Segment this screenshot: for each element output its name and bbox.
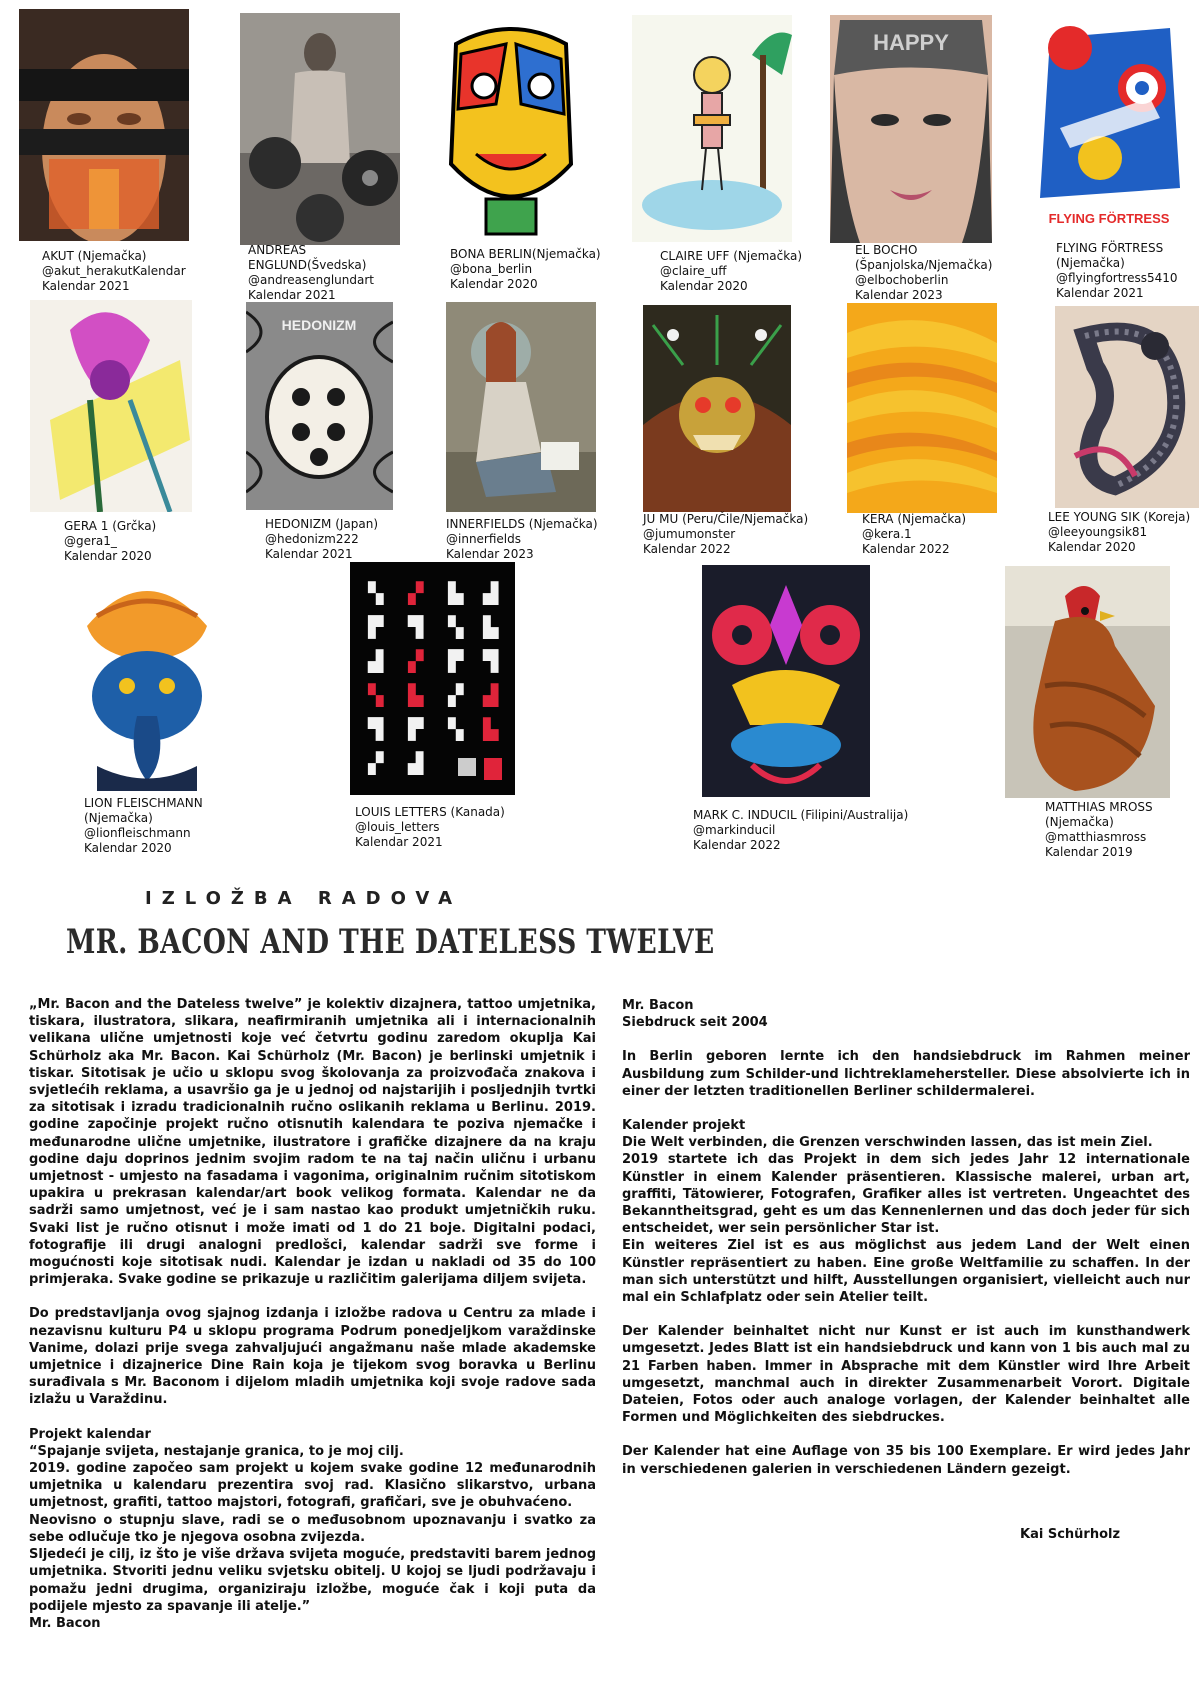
artist-name: JU MU (Peru/Čile/Njemačka) (643, 512, 809, 526)
artist-country: (Njemačka) (1056, 256, 1125, 270)
svg-text:▙: ▙ (483, 717, 499, 741)
project-quote: “Spajanje svijeta, nestajanje granica, to je moj cilj. (29, 1443, 404, 1459)
exhibition-heading: IZLOŽBA RADOVA (145, 888, 463, 909)
svg-text:▞: ▞ (368, 751, 384, 775)
lion-fleischmann-artwork (67, 566, 227, 791)
caption-matthias-mross (1045, 800, 1153, 860)
artist-year: Kalendar 2020 (1048, 540, 1136, 554)
artist-name: KERA (Njemačka) (862, 512, 967, 526)
artist-handle: @kera.1 (862, 527, 912, 541)
artist-name: HEDONIZM (Japan) (265, 517, 379, 531)
bona-berlin-artwork (436, 14, 586, 242)
andreas-englund-artwork (240, 13, 400, 245)
flying-fortress-artwork (1030, 8, 1188, 236)
caption-louis-letters (355, 805, 505, 850)
svg-text:▟: ▟ (408, 751, 424, 775)
calendar-project-line: Die Welt verbinden, die Grenzen verschwinden lassen, das ist mein Ziel. (622, 1135, 1153, 1151)
artist-name: BONA BERLIN(Njemačka) (450, 247, 601, 261)
ju-mu-artwork (643, 305, 791, 512)
artist-year: Kalendar 2022 (643, 542, 731, 556)
caption-gera1 (64, 519, 156, 564)
svg-text:▟: ▟ (483, 581, 499, 605)
artist-handle: @andreasenglundart (248, 273, 374, 287)
artist-year: Kalendar 2020 (660, 279, 748, 293)
artist-year: Kalendar 2023 (446, 547, 534, 561)
project-paragraph (29, 1426, 596, 1632)
artist-name: MARK C. INDUCIL (Filipini/Australija) (693, 808, 909, 822)
artist-year: Kalendar 2021 (355, 835, 443, 849)
mark-inducil-artwork (702, 565, 870, 797)
artist-handle: @lionfleischmann (84, 826, 191, 840)
artist-handle: @leeyoungsik81 (1048, 525, 1148, 539)
kera-artwork (847, 303, 997, 513)
matthias-mross-artwork (1005, 566, 1170, 798)
artist-handle: @hedonizm222 (265, 532, 359, 546)
svg-text:▙: ▙ (408, 683, 424, 707)
caption-flying-fortress (1056, 241, 1178, 301)
artist-name: AKUT (Njemačka) (42, 249, 147, 263)
flying-fortress-logo-text: FLYING FÖRTRESS (1048, 211, 1170, 226)
artist-year: Kalendar 2021 (248, 288, 336, 302)
right-column-text (622, 997, 1190, 1495)
artist-name: LOUIS LETTERS (Kanada) (355, 805, 505, 819)
calendar-project-paragraph (622, 1117, 1190, 1306)
artist-name: GERA 1 (Grčka) (64, 519, 157, 533)
author-signature: Kai Schürholz (1020, 1527, 1121, 1542)
artist-handle: @flyingfortress5410 (1056, 271, 1178, 285)
innerfields-artwork (446, 302, 596, 512)
caption-el-bocho (855, 243, 992, 303)
caption-mark-inducil (693, 808, 908, 853)
exhibition-title: MR. BACON AND THE DATELESS TWELVE (66, 922, 715, 962)
left-column-text (29, 996, 596, 1632)
bio-subheading: Siebdruck seit 2004 (622, 1015, 768, 1031)
svg-text:▛: ▛ (408, 717, 424, 741)
svg-text:▟: ▟ (368, 649, 384, 673)
lee-young-sik-artwork (1055, 306, 1199, 508)
caption-bona-berlin (450, 247, 601, 292)
project-heading: Projekt kalendar (29, 1426, 151, 1442)
artist-handle: @claire_uff (660, 264, 727, 278)
louis-letters-artwork (350, 562, 515, 795)
artist-name: MATTHIAS MROSS (1045, 800, 1153, 814)
artist-name: LION FLEISCHMANN (84, 796, 203, 810)
happy-cap-text: HAPPY (873, 30, 949, 55)
artist-name: EL BOCHO (855, 243, 918, 257)
calendar-project-heading: Kalender projekt (622, 1118, 746, 1134)
svg-text:▜: ▜ (408, 615, 424, 639)
artist-handle: @bona_berlin (450, 262, 533, 276)
bio-header (622, 997, 1190, 1031)
artist-country: (Njemačka) (84, 811, 153, 825)
el-bocho-artwork (830, 15, 992, 243)
svg-text:▙: ▙ (483, 615, 499, 639)
artist-handle: @jumumonster (643, 527, 736, 541)
hedonizm-artwork (246, 302, 393, 510)
calendar-project-body-1: 2019 startete ich das Projekt in dem sich jedes Jahr 12 internationale Künstler in einem Kalender präsentieren. Klassische malerei, urban art, graffiti, Tätowierer, Fotografen, Grafiker alles ist vertreten. Ungeachtet des Bekanntheitsgrad, geht es um das Kennenlernen und das doch jeder für sich entscheidet, wer sein persönlicher Star ist. (622, 1152, 1190, 1237)
artist-year: Kalendar 2020 (84, 841, 172, 855)
artist-handle: @innerfields (446, 532, 522, 546)
svg-text:▞: ▞ (448, 683, 464, 707)
craft-paragraph: Der Kalender beinhaltet nicht nur Kunst er ist auch im kunsthandwerk umgesetzt. Jedes Blatt ist ein handsiebdruck und kann von 1 bis auch mal zu 21 Farben haben. Immer in Absprache mit dem Künstler wird Ihre Arbeit umgesetzt, manchmal auch in direkter Zusammenarbeit Vorort. Digitale Dateien, Fotos oder auch analoge vorlagen, der Kalender beinhaltet alle Formen und Möglichkeiten des siebdruckes. (622, 1324, 1190, 1426)
artist-year: Kalendar 2021 (1056, 286, 1144, 300)
caption-lee-young-sik (1048, 510, 1190, 555)
project-body-1: 2019. godine započeo sam projekt u kojem svake godine 12 međunarodnih umjetnika u kalendaru prezentira svoj rad. Klasično slikarstvo, urbana umjetnost, grafiti, tattoo majstori, fotografi, grafičari, sve je obuhvaćeno. (29, 1461, 596, 1511)
artist-country: (Španjolska/Njemačka) (855, 258, 993, 272)
artist-name: CLAIRE UFF (Njemačka) (660, 249, 803, 263)
artist-year: Kalendar 2022 (862, 542, 950, 556)
artist-handle: @gera1_ (64, 534, 117, 548)
caption-kera (862, 512, 966, 557)
svg-text:▚: ▚ (448, 615, 464, 639)
artist-handle: @matthiasmross (1045, 830, 1147, 844)
svg-text:▛: ▛ (368, 615, 384, 639)
intro-paragraph: „Mr. Bacon and the Dateless twelve” je kolektiv dizajnera, tattoo umjetnika, tiskara, ilustratora, slikara, neafirmiranih umjetnika ali i internacionalnih velikana ulične umjetnosti koje već četvrtu godinu zaredom okuplja Kai Schürholz aka Mr. Bacon. Kai Schürholz (Mr. Bacon) je berlinski umjetnik i tiskar. Sitotisak je učio u sklopu svog školovanja za proizvođača znakova i svjetlećih reklama, a usavršio ga je u jednoj od najstarijih i posljednjih tvrtki za sitotisak i izradu tradicionalnih ručno oslikanih reklama u Berlinu. 2019. godine započinje projekt ručno otisnutih kalendara te poziva njemačke i međunarodne ulične umjetnike, ilustratore i grafičke dizajnere da na kraju godine daju doprinos jednim svojim radom te na taj način uličnu i urbanu umjetnost - umjesto na fasadama i vagonima, originalnim ručnim sitotiskom upakira u prekrasan kalendar/art book velikog formata. Kalendar ne da sadrži samo umjetnost, već je i sam nastao kao produkt umjetničkih ruku. Svaki list je ručno otisnut i može imati od 1 do 21 boje. Digitalni podaci, fotografije ili drugi analogni predlošci, kalendar sadrži sve forme i mogućnosti koje sitotisak nudi. Kalendar je izdan u nakladi od 35 do 100 primjeraka. Svake godine se prikazuje u različitim galerijama diljem svijeta. (29, 997, 596, 1288)
artist-handle: @akut_herakutKalendar (42, 264, 186, 278)
artist-country: (Njemačka) (1045, 815, 1114, 829)
caption-claire-uff (660, 249, 802, 294)
artist-year: Kalendar 2020 (450, 277, 538, 291)
artist-year: Kalendar 2022 (693, 838, 781, 852)
caption-ju-mu (643, 512, 808, 557)
artist-year: Kalendar 2021 (265, 547, 353, 561)
artist-name: INNERFIELDS (Njemačka) (446, 517, 598, 531)
claire-uff-artwork (632, 15, 792, 242)
svg-text:▚: ▚ (368, 581, 384, 605)
edition-paragraph: Der Kalender hat eine Auflage von 35 bis 100 Exemplare. Er wird jedes Jahr in verschiedenen galerien in verschiedenen Ländern gezeigt. (622, 1444, 1190, 1477)
artist-name: LEE YOUNG SIK (Koreja) (1048, 510, 1191, 524)
calendar-project-body-2: Ein weiteres Ziel ist es aus möglichst aus jedem Land der Welt einen Künstler repräsentiert zu haben. Eine große Weltfamilie zu schaffen. In der man sich unterstützt und hilft, Ausstellungen organisiert, vielleicht auch nur mal ein Schlafplatz oder sein Atelier teilt. (622, 1238, 1190, 1306)
svg-text:▜: ▜ (483, 649, 499, 673)
akut-artwork (19, 9, 189, 241)
svg-text:▞: ▞ (408, 649, 424, 673)
bio-heading: Mr. Bacon (622, 998, 694, 1013)
artist-year: Kalendar 2021 (42, 279, 130, 293)
gera1-artwork (30, 300, 192, 512)
svg-text:▟: ▟ (483, 683, 499, 707)
svg-text:▚: ▚ (448, 717, 464, 741)
bio-paragraph: In Berlin geboren lernte ich den handsiebdruck im Rahmen meiner Ausbildung zum Schilder-und lichtreklamehersteller. Diese absolvierte ich in einer der letzten traditionellen Berliner schildermalerei. (622, 1049, 1190, 1099)
project-signature: Mr. Bacon (29, 1615, 101, 1631)
artist-handle: @elbochoberlin (855, 273, 949, 287)
artist-year: Kalendar 2019 (1045, 845, 1133, 859)
artist-handle: @louis_letters (355, 820, 440, 834)
artist-name: FLYING FÖRTRESS (1056, 241, 1164, 255)
hedonizm-logo-text: HEDONIZM (281, 317, 357, 333)
artist-year: Kalendar 2023 (855, 288, 943, 302)
caption-andreas-englund (248, 243, 374, 303)
artist-year: Kalendar 2020 (64, 549, 152, 563)
svg-text:▛: ▛ (448, 649, 464, 673)
project-body-3: Sljedeći je cilj, iz što je više država svijeta moguće, predstaviti barem jednog umjetnika. Stvoriti jednu veliku svjetsku obitelj. U kojoj se ljudi podržavaju i pomažu jedni drugima, organiziraju izložbe, moguće čak i koji puta da podijele mjesto za spavanje ili atelje.” (29, 1547, 596, 1614)
exhibition-paragraph: Do predstavljanja ovog sjajnog izdanja i izložbe radova u Centru za mlade i nezavisnu kulturu P4 u sklopu programa Podrum ponedjeljkom varaždinske Vanime, dolazi prije svega zahvaljujući angažmanu naše mlade akademske umjetnice i dizajnerice Dine Rain koja je tijekom svog boravka u Berlinu surađivala s Mr. Baconom i dijelom mladih umjetnika koji svoje radove sada izlažu u Varaždinu. (29, 1306, 596, 1408)
artist-country: ENGLUND(Švedska) (248, 258, 367, 272)
svg-text:▚: ▚ (368, 683, 384, 707)
svg-text:▞: ▞ (408, 581, 424, 605)
svg-text:▙: ▙ (448, 581, 464, 605)
caption-hedonizm (265, 517, 378, 562)
artist-name: ANDREAS (248, 243, 307, 257)
caption-lion-fleischmann (84, 796, 203, 856)
svg-text:▜: ▜ (368, 717, 384, 741)
artist-handle: @markinducil (693, 823, 776, 837)
caption-innerfields (446, 517, 598, 562)
caption-akut (42, 249, 186, 294)
project-body-2: Neovisno o stupnju slave, radi se o međusobnom upoznavanju i svatko za sebe odlučuje tko je njegova osobna zvijezda. (29, 1512, 596, 1545)
